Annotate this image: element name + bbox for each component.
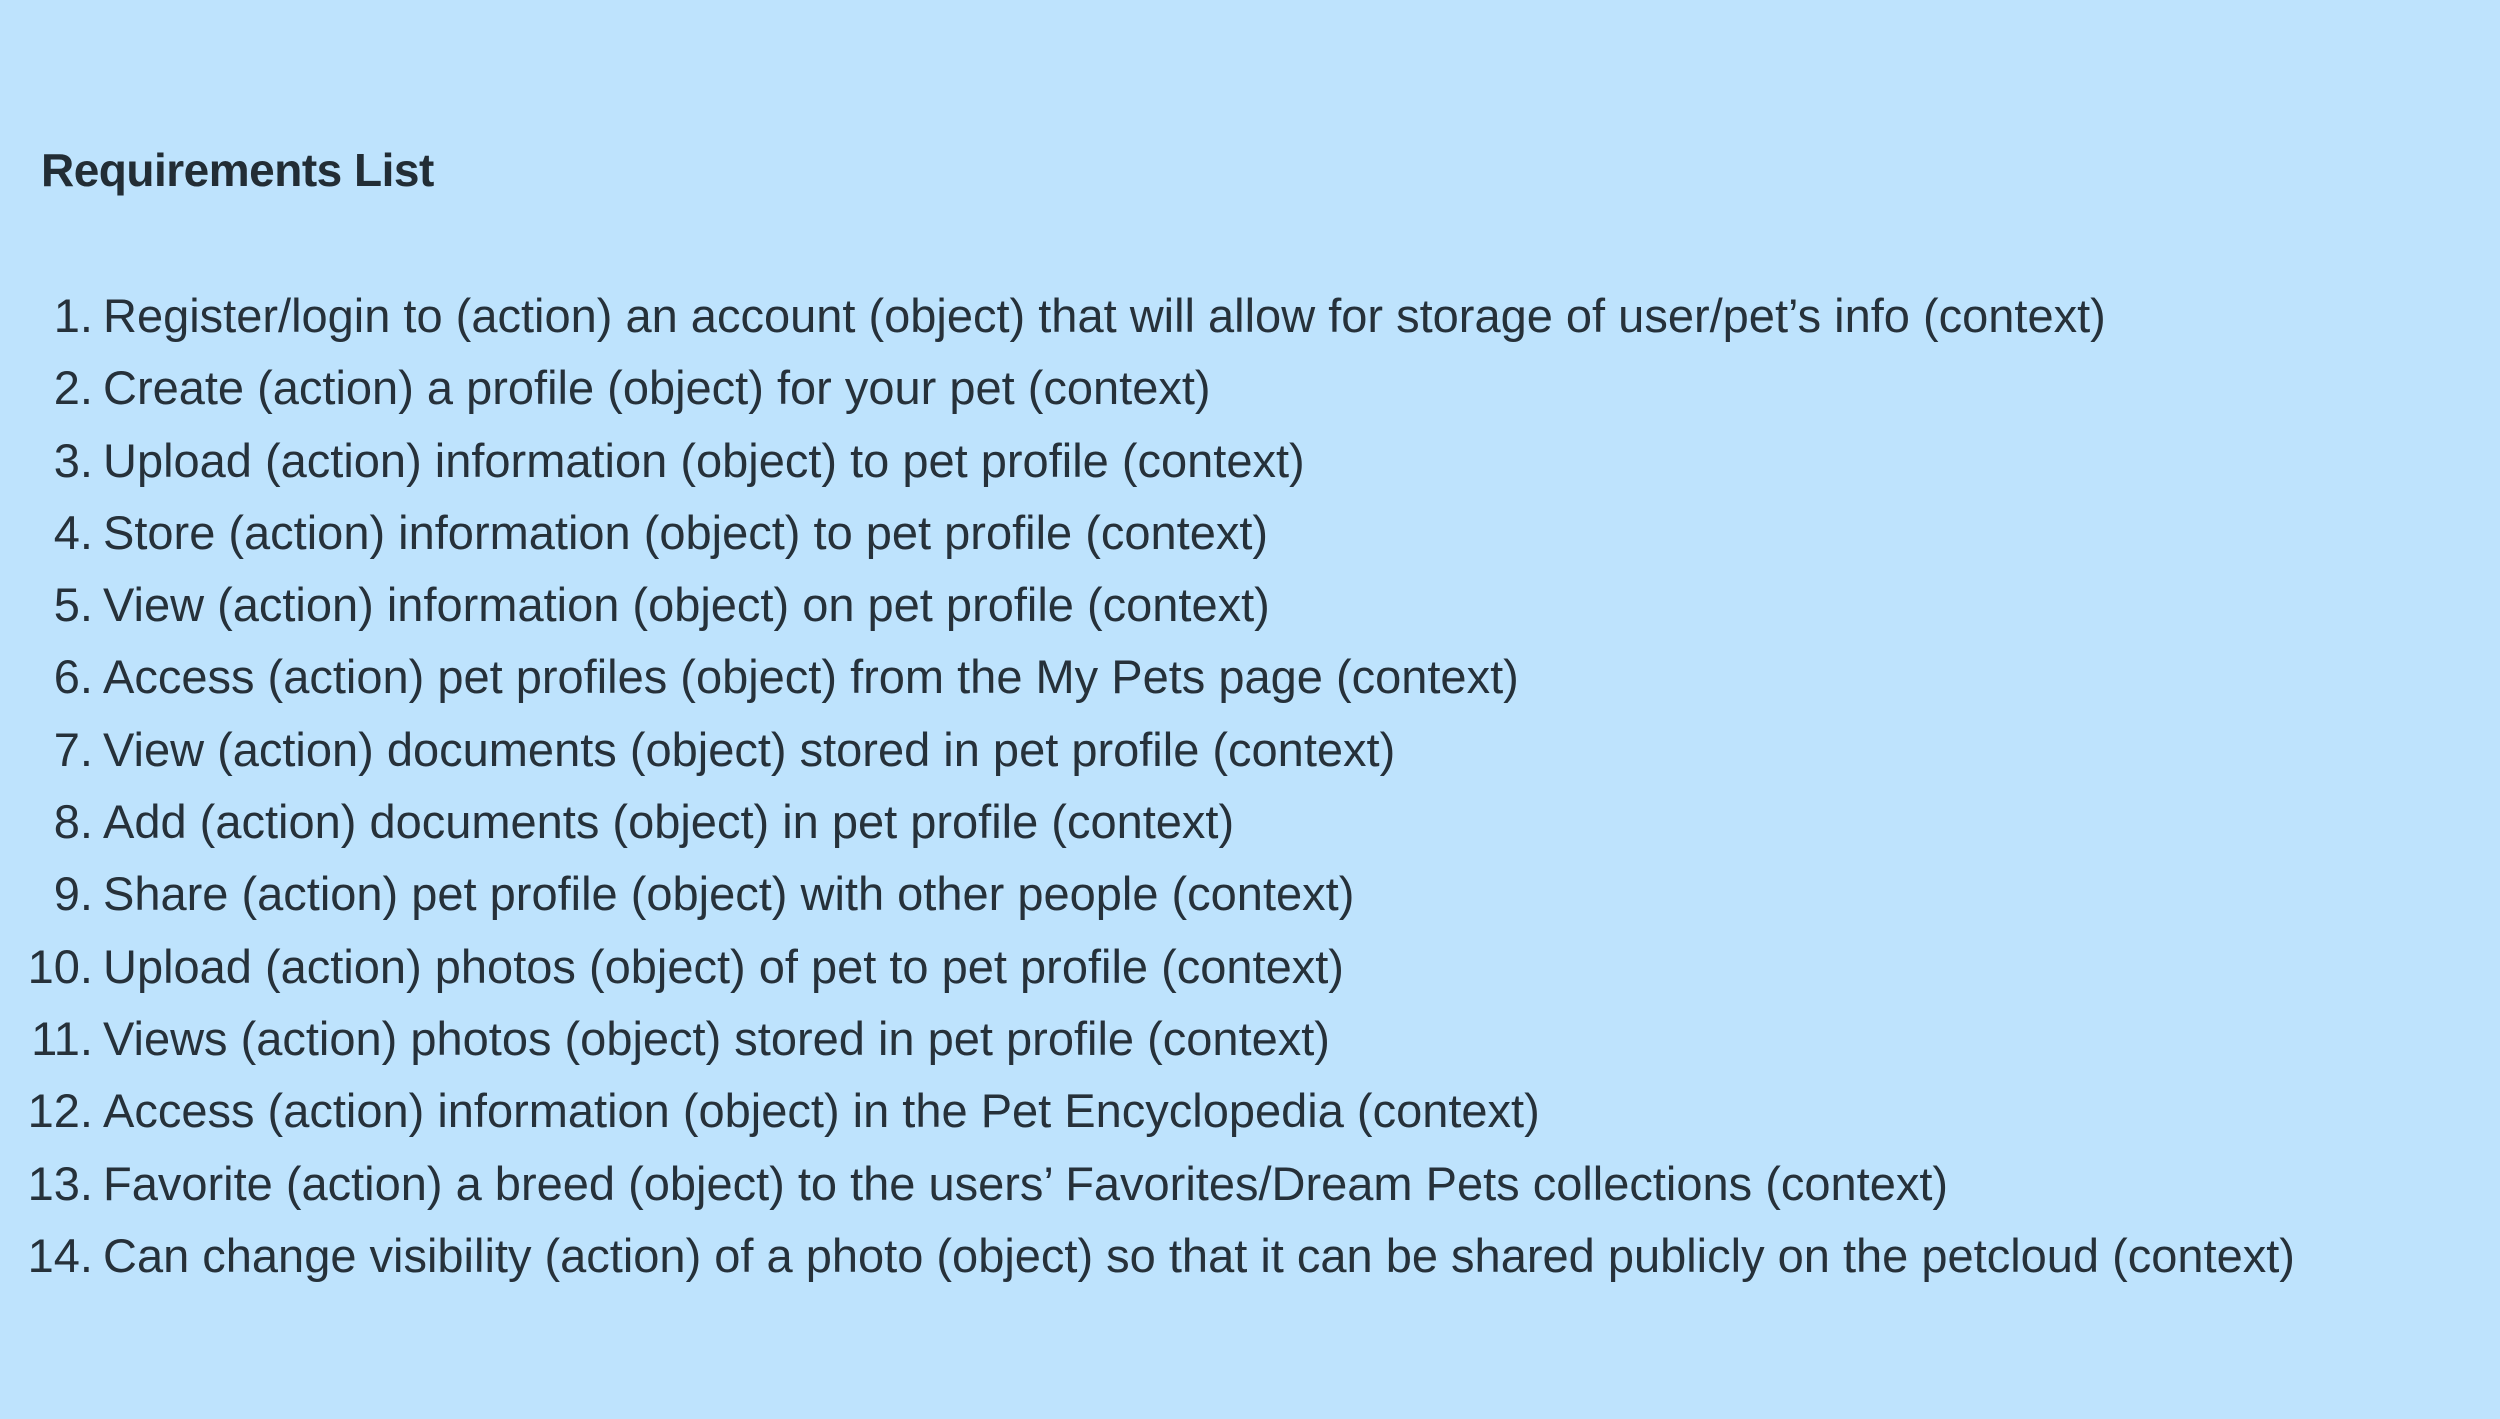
- list-number: 14.: [27, 1228, 93, 1282]
- list-item-text: Add (action) documents (object) in pet profile (context): [103, 795, 1235, 849]
- list-item-text: Access (action) information (object) in the Pet Encyclopedia (context): [103, 1084, 1540, 1138]
- list-item-text: Access (action) pet profiles (object) from the My Pets page (context): [103, 650, 1519, 704]
- list-item-text: Favorite (action) a breed (object) to the users’ Favorites/Dream Pets collections (context): [103, 1156, 1949, 1210]
- list-item: [0, 360, 2295, 432]
- list-number: 1.: [53, 289, 93, 342]
- list-item: [0, 1228, 2295, 1300]
- list-item-text: Upload (action) photos (object) of pet to pet profile (context): [103, 939, 1344, 993]
- list-item: [0, 1011, 2295, 1083]
- list-number: 7.: [53, 722, 93, 776]
- requirements-list: [0, 288, 2295, 1300]
- list-number: 6.: [53, 650, 93, 704]
- list-number: 13.: [27, 1156, 93, 1210]
- list-item-text: View (action) documents (object) stored in pet profile (context): [103, 722, 1396, 776]
- list-number: 10.: [27, 939, 93, 993]
- list-item: [0, 866, 2295, 938]
- list-number: 2.: [53, 361, 93, 415]
- page-title: Requirements List: [41, 144, 434, 196]
- list-item: [0, 939, 2295, 1011]
- list-item-text: Create (action) a profile (object) for your pet (context): [103, 361, 1211, 415]
- list-number: 4.: [53, 505, 93, 559]
- list-item: [0, 1083, 2295, 1155]
- list-item-text: Register/login to (action) an account (object) that will allow for storage of user/pet’s info (context): [103, 289, 2106, 342]
- list-item-text: View (action) information (object) on pet profile (context): [103, 578, 1270, 632]
- list-number: 5.: [53, 578, 93, 632]
- list-number: 12.: [27, 1084, 93, 1138]
- list-item: [0, 577, 2295, 649]
- list-item: [0, 1156, 2295, 1228]
- list-item: [0, 722, 2295, 794]
- list-number: 9.: [53, 867, 93, 921]
- list-number: 11.: [31, 1011, 93, 1065]
- list-item-text: Share (action) pet profile (object) with other people (context): [103, 867, 1355, 921]
- list-item: [0, 433, 2295, 505]
- list-item: [0, 649, 2295, 721]
- list-item-text: Views (action) photos (object) stored in pet profile (context): [103, 1011, 1330, 1065]
- list-item: [0, 288, 2295, 360]
- list-item-text: Upload (action) information (object) to pet profile (context): [103, 433, 1305, 487]
- list-item-text: Store (action) information (object) to pet profile (context): [103, 505, 1269, 559]
- list-number: 8.: [53, 795, 93, 849]
- list-item-text: Can change visibility (action) of a photo (object) so that it can be shared publicly on the petcloud (context): [103, 1228, 2295, 1282]
- list-number: 3.: [53, 433, 93, 487]
- list-item: [0, 505, 2295, 577]
- list-item: [0, 794, 2295, 866]
